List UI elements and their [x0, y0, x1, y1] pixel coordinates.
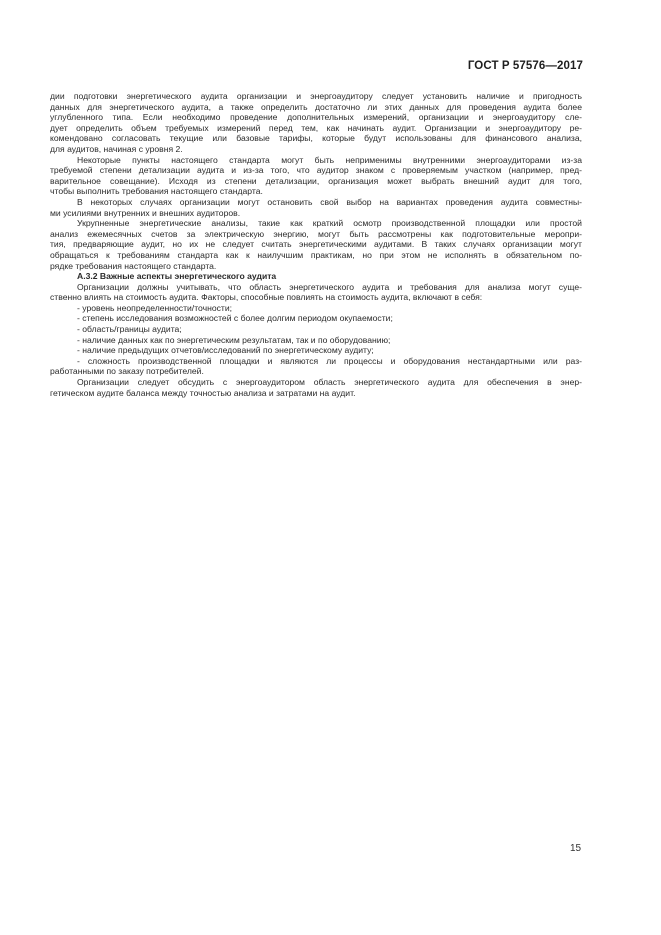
text-line: анализ ежемесячных счетов за электрическую энергию, могут быть рассмотрены как подготовительные меропри-	[50, 228, 582, 239]
document-body	[50, 91, 582, 398]
paragraph-start: Укрупненные энергетические анализы, такие как краткий осмотр производственной площадки или простой	[77, 218, 582, 229]
text-line: комендовано согласовать текущие или базовые тарифы, которые будут использованы для финансового анализа,	[50, 133, 582, 144]
text-line: варительное совещание). Исходя из степени детализации, организация может выбрать внешний аудит для того,	[50, 175, 582, 186]
text-line: гетическом аудите баланса между точностью анализа и затратами на аудит.	[50, 387, 356, 398]
page-number: 15	[570, 843, 582, 854]
text-line: тия, предваряющие аудит, но их не следует считать энергетическими аудитами. В таких случаях организации могут	[50, 239, 582, 250]
paragraph-start: Организации должны учитывать, что область энергетического аудита и требования для анализа могут суще-	[77, 281, 582, 292]
text-line: работанными по заказу потребителей.	[50, 366, 204, 377]
paragraph-start: Организации следует обсудить с энергоаудитором область энергетического аудита для обеспечения в энер-	[77, 377, 582, 388]
text-line: ми усилиями внутренних и внешних аудиторов.	[50, 207, 241, 218]
paragraph-start: В некоторых случаях организации могут остановить свой выбор на вариантах проведения аудита совместны-	[77, 196, 582, 207]
text-line: обращаться к требованиям стандарта как к наилучшим практикам, но при этом не исполнять в обязательном по-	[50, 249, 582, 260]
text-line: чтобы выполнить требования настоящего стандарта.	[50, 186, 263, 197]
list-item: - наличие предыдущих отчетов/исследований по энергетическому аудиту;	[77, 345, 374, 356]
section-heading: А.3.2 Важные аспекты энергетического аудита	[77, 271, 277, 282]
text-line: данных для энергетического аудита, а также определить достаточно ли этих данных для проведения аудита более	[50, 101, 582, 112]
text-line: ственно влиять на стоимость аудита. Факторы, способные повлиять на стоимость аудита, включают в себя:	[50, 292, 483, 303]
text-line: для аудитов, начиная с уровня 2.	[50, 143, 183, 154]
text-line: дии подготовки энергетического аудита организации и энергоаудитору следует установить наличие и пригодность	[50, 91, 582, 101]
text-line: углубленного типа. Если необходимо проведение дополнительных измерений, организации и энергоаудитору сле-	[50, 112, 582, 123]
text-line: требуемой степени детализации аудита и из-за того, что аудитор знаком с проверяемым участком (например, пред-	[50, 165, 582, 176]
list-item: - наличие данных как по энергетическим результатам, так и по оборудованию;	[77, 334, 391, 345]
text-line: рядке требования настоящего стандарта.	[50, 260, 217, 271]
list-item: - уровень неопределенности/точности;	[77, 302, 233, 313]
list-item: - область/границы аудита;	[77, 324, 182, 335]
list-item: - сложность производственной площадки и являются ли процессы и оборудования нестандартными или раз-	[77, 355, 582, 366]
text-line: дует определить объем требуемых измерений перед тем, как начинать аудит. Организации и энергоаудитору ре-	[50, 122, 582, 133]
document-header: ГОСТ Р 57576—2017	[467, 60, 583, 72]
paragraph-start: Некоторые пункты настоящего стандарта могут быть неприменимы внутренними энергоаудиторами из-за	[77, 154, 582, 165]
list-item: - степень исследования возможностей с более долгим периодом окупаемости;	[77, 313, 393, 324]
